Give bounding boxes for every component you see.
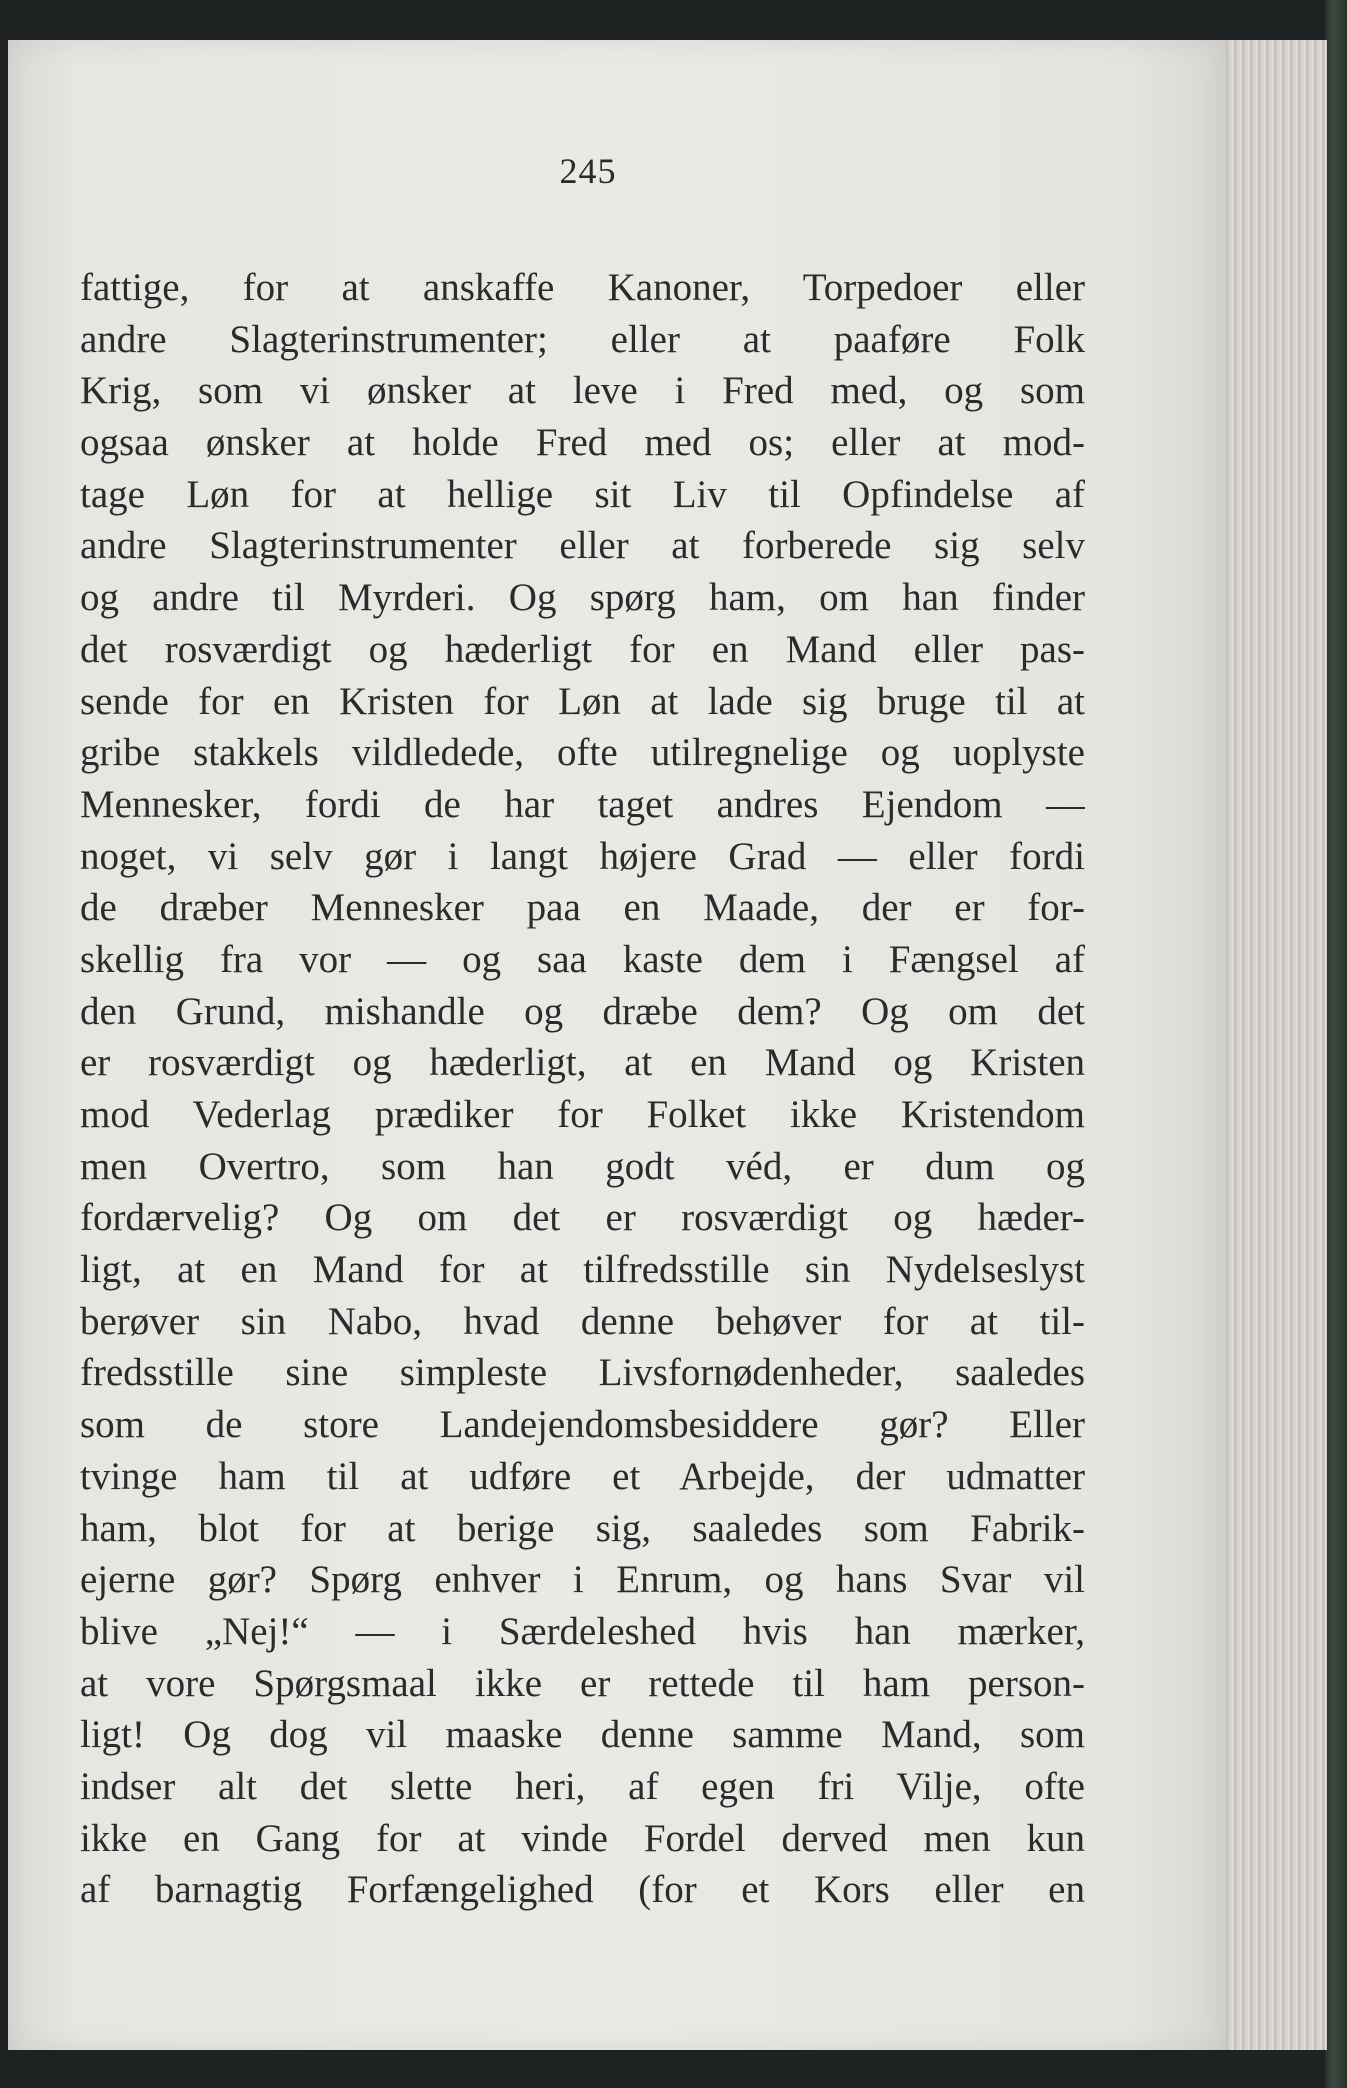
text-line: blive „Nej!“ — i Særdeleshed hvis han mærker, (80, 1609, 1085, 1653)
text-line: ogsaa ønsker at holde Fred med os; eller at mod- (80, 421, 1085, 465)
book-page (8, 40, 1226, 2050)
text-line: Mennesker, fordi de har taget andres Ejendom — (80, 782, 1085, 826)
body-text (80, 262, 1085, 1916)
text-line: skellig fra vor — og saa kaste dem i Fængsel af (80, 937, 1085, 981)
text-line: Krig, som vi ønsker at leve i Fred med, og som (80, 369, 1085, 413)
text-line: mod Vederlag prædiker for Folket ikke Kristendom (80, 1093, 1085, 1136)
text-line: at vore Spørgsmaal ikke er rettede til ham person- (80, 1661, 1085, 1705)
text-line: indser alt det slette heri, af egen fri Vilje, ofte (80, 1764, 1085, 1808)
text-line: de dræber Mennesker paa en Maade, der er for- (80, 886, 1085, 930)
text-line: sende for en Kristen for Løn at lade sig bruge til at (80, 679, 1085, 723)
page-number: 245 (559, 151, 617, 191)
text-line: tvinge ham til at udføre et Arbejde, der udmatter (80, 1454, 1085, 1498)
text-line: og andre til Myrderi. Og spørg ham, om han finder (80, 576, 1085, 620)
text-line: det rosværdigt og hæderligt for en Mand eller pas- (80, 627, 1085, 671)
text-line: af barnagtig Forfængelighed (for et Kors eller en (80, 1868, 1085, 1912)
text-line: ejerne gør? Spørg enhver i Enrum, og hans Svar vil (80, 1558, 1085, 1602)
text-line: andre Slagterinstrumenter eller at forberede sig selv (80, 524, 1085, 568)
text-line: fordærvelig? Og om det er rosværdigt og hæder- (80, 1196, 1085, 1240)
text-line: fattige, for at anskaffe Kanoner, Torpedoer eller (80, 266, 1085, 309)
text-line: fredsstille sine simpleste Livsfornødenheder, saaledes (80, 1351, 1085, 1395)
text-line: andre Slagterinstrumenter; eller at paaføre Folk (80, 317, 1085, 361)
page-edges (1222, 40, 1327, 2050)
text-line: ligt, at en Mand for at tilfredsstille sin Nydelseslyst (80, 1248, 1085, 1292)
book-binding (1325, 0, 1347, 2088)
text-line: er rosværdigt og hæderligt, at en Mand og Kristen (80, 1041, 1085, 1085)
text-line: ikke en Gang for at vinde Fordel derved men kun (80, 1816, 1085, 1860)
text-line: som de store Landejendomsbesiddere gør? Eller (80, 1403, 1085, 1447)
text-line: berøver sin Nabo, hvad denne behøver for at til- (80, 1299, 1085, 1343)
text-line: den Grund, mishandle og dræbe dem? Og om det (80, 989, 1085, 1033)
text-line: men Overtro, som han godt véd, er dum og (80, 1144, 1085, 1188)
text-line: ligt! Og dog vil maaske denne samme Mand, som (80, 1713, 1085, 1757)
text-line: ham, blot for at berige sig, saaledes som Fabrik- (80, 1506, 1085, 1550)
text-line: tage Løn for at hellige sit Liv til Opfindelse af (80, 472, 1085, 516)
text-line: noget, vi selv gør i langt højere Grad — eller fordi (80, 834, 1085, 878)
text-line: gribe stakkels vildledede, ofte utilregnelige og uoplyste (80, 731, 1085, 775)
